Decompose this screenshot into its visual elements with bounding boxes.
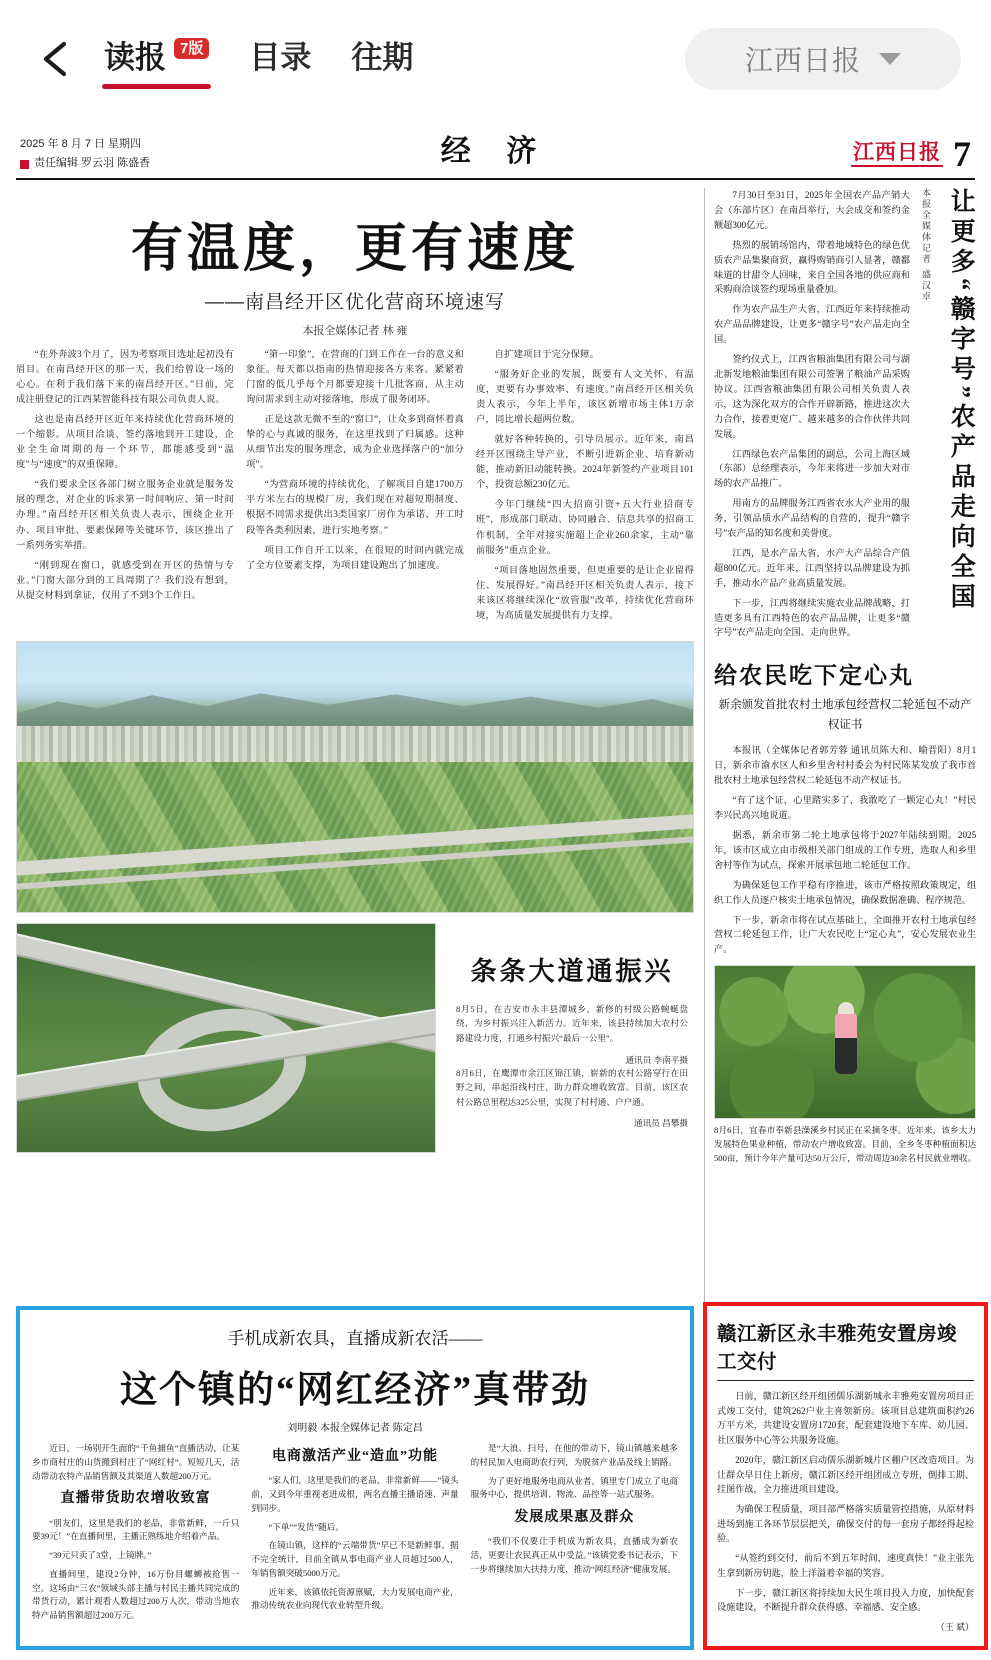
paragraph: 江西绿色农产品集团的副总，公司上海区域（东部）总经理表示，今年来将进一步加大对市场的农产品推广。 — [714, 448, 910, 489]
publish-date: 2025 年 8 月 7 日 星期四 — [20, 138, 142, 151]
boxed-subheading: 电商激活产业“造血”功能 — [271, 1449, 438, 1464]
paragraph: “在外奔波3个月了，因为考察项目选址起初没有眉目。在南昌经开区的那一天，我们给曾设一场的心心。在利于我们落下来的南昌经开区。”日前，完成注册登记的江西某智能科技有限公司负责人说。 — [16, 350, 234, 406]
text-column-2 — [246, 348, 464, 629]
tab-read-paper-badge: 7版 — [174, 38, 209, 59]
photo-caption-credit: 通讯员 李南平摄 — [625, 1054, 688, 1065]
paragraph: 自扩建项目于完分保障。 — [494, 350, 600, 360]
paragraph: 为了更好地服务电商从业者，镇里专门成立了电商服务中心，提供培训、物流、品控等一站式服务。 — [470, 1475, 678, 1500]
orchard-harvest-photo — [714, 965, 976, 1119]
paragraph: “从签约到交付，前后不到五年时间，速度真快！”业主张先生拿到新房钥匙，脸上洋溢着幸福的笑容。 — [717, 1553, 974, 1578]
boxed-story[interactable] — [16, 1306, 694, 1650]
paragraph: “项目落地固然重要，但更重要的是让企业留得住、发展得好。”南昌经开区相关负责人表示，接下来该区将继续深化“放管服”改革，持续优化营商环境，为高质量发展提供有力支撑。 — [476, 565, 694, 621]
paragraph: 签约仪式上，江西省粮油集团有限公司与湖北新发地粮油集团有限公司签署了粮油产品采购协议。江西省粮油集团有限公司相关负责人表示，这为深化双方的合作开辟新路，推进这次大力合作，接着更宽广、越来越多的合作伙伴共同发展。 — [714, 354, 910, 439]
paragraph: 日前，赣江新区经开组团儒乐湖新城永丰雅苑安置房项目正式竣工交付，建筑262户业主喜领新房。该项目总建筑面积约26万平方米，共建设安置房1720套，配套建设地下车库、幼儿园、社区服务中心等公共服务设施。 — [717, 1391, 974, 1446]
village-buildings-shape — [17, 726, 693, 766]
masthead-right — [756, 136, 971, 172]
paper-selector-label: 江西日报 — [744, 45, 861, 76]
paragraph: 7月30日至31日，2025年全国农产品产销大会（东部片区）在南昌举行，大会成交和签约金额超300亿元。 — [714, 190, 910, 230]
paragraph: “我们要求全区各部门树立服务企业就是服务发展的理念，对企业的诉求第一时间响应、第一时间办理。”南昌经开区相关负责人表示，围绕企业开办、项目审批、要素保障等关键环节，该区推出了一系列务实举措。 — [16, 480, 234, 551]
boxed-story-kicker: 手机成新农具，直播成新农活—— — [227, 1329, 483, 1348]
right-column — [704, 188, 976, 1650]
main-byline: 本报全媒体记者 林 雍 — [302, 325, 408, 337]
page-body — [16, 180, 975, 1650]
paragraph: “下单”“发货”随后。 — [268, 1521, 344, 1532]
mountain-range-shape — [17, 680, 693, 728]
paragraph: “39元只卖了3堂，上镜牌。” — [49, 1550, 152, 1561]
chevron-left-icon — [35, 37, 79, 81]
tab-read-paper[interactable] — [102, 26, 211, 93]
photo-caption-title: 条条大道通振兴 — [470, 956, 674, 986]
main-headline: 有温度，更有速度 — [130, 221, 579, 278]
right-lead-block — [714, 188, 976, 645]
right-vertical-byline: 本报全媒体记者 盛汉卓 — [921, 188, 931, 303]
paragraph: 就好各种转换的，引导员展示。近年来，南昌经开区围绕主导产业，不断引进新企业、培育新动能，推动新旧动能转换。2024年新签约产业项目101个，投资总额230亿元。 — [476, 435, 694, 491]
paragraph: “我们不仅要让手机成为新农具，直播成为新农活，更要让农民真正从中受益。”该镇党委书记表示，下一步将继续加大扶持力度，推动“网红经济”健康发展。 — [470, 1536, 678, 1574]
masthead-left — [20, 137, 235, 172]
tab-active-underline — [102, 84, 211, 89]
farm-fields-shape — [17, 762, 693, 912]
text-column-1 — [16, 348, 234, 629]
paragraph: “第一印象”，在营商的门到工作在一台的意义和象征。每天都以指南的热情迎接各方来客。紧紧着门窗的低几乎每个月都要迎接十几批客商，从主动询问需求到主动对接落地，形成了服务闭环。 — [246, 350, 464, 406]
paragraph: 作为农产品生产大省，江西近年来持续推动农产品品牌建设，让更多“赣字号”农产品走向全国。 — [714, 304, 910, 345]
paragraph: 本报讯（全媒体记者郭芳蓉 通讯员陈大和、喻晋阳）8月1日，新余市渝水区人和乡里舍村村委会为村民陈某发放了我市首批农村土地承包经营权二轮延包不动产权证书。 — [714, 745, 977, 786]
paragraph: 在镜山镇，这样的“云端带货”早已不是新鲜事。据不完全统计，目前全镇从事电商产业人员超过500人，年销售额突破5000万元。 — [251, 1540, 459, 1578]
boxed-story-byline: 刘明毅 本报全媒体记者 陈定昌 — [287, 1423, 423, 1434]
paragraph: 江西，是水产品大省，水产大产品综合产值超800亿元。近年来，江西坚持以品牌建设为抓手，推动水产品产业高质量发展。 — [714, 547, 910, 588]
redbox-title: 赣江新区永丰雅苑安置房竣工交付 — [717, 1318, 974, 1381]
photo-caption-block — [446, 923, 694, 1153]
right-vertical-headline: 让更多“赣字号”农产品走向全国 — [947, 188, 975, 613]
farmer-figure-shape — [835, 1012, 857, 1074]
boxed-column-2 — [251, 1442, 458, 1628]
right-sub-headline: 给农民吃下定心丸 — [714, 663, 914, 689]
section-title: 经 济 — [440, 135, 551, 168]
boxed-subheading: 发展成果惠及群众 — [514, 1510, 635, 1525]
paragraph: “刚到现在窗口，就感受到在开区的热情与专业。”门窗大部分到的工具周期了？我们没有想到，从提交材料到拿证，仅用了不到3个工作日。 — [16, 560, 234, 601]
paragraph: “服务好企业的发展，既要有人文关怀、有温度，更要有办事效率、有速度。”南昌经开区相关负责人表示，今年上半年，该区新增市场主体1万余户，同比增长超两位数。 — [476, 370, 694, 426]
top-app-bar — [0, 0, 991, 118]
paragraph: 据悉，新余市第二轮土地承包将于2027年陆续到期。2025年，该市区成立由市级相关部门组成的工作专班，选取人和乡里舍村等作为试点，探索开展承包地二轮延包工作。 — [714, 830, 977, 870]
chevron-down-icon — [879, 53, 901, 65]
text-column-3 — [476, 348, 694, 629]
right-sub-body — [714, 743, 976, 957]
tab-read-paper-label: 读报 — [104, 39, 166, 75]
paragraph: 这也是南昌经开区近年来持续优化营商环境的一个缩影。从项目洽谈、签约落地到开工建设，企业全生命周期的每一个环节，都能感受到“温度”与“速度”的双重保障。 — [16, 415, 234, 471]
right-sub-headline-2: 新余颁发首批农村土地承包经营权二轮延包不动产权证书 — [718, 699, 972, 731]
nav-tabs — [102, 26, 415, 93]
photo-caption-credit: 通讯员 昌攀摄 — [634, 1118, 688, 1129]
paragraph: 用南方的品牌服务江西省农水大产业用的服务，引领品质水产品结构的自营的，提升“赣字号”农产品的知名度和美誉度。 — [714, 498, 910, 539]
redbox-credit: （王 斌） — [935, 1622, 974, 1633]
photo-caption-paragraph: 8月5日，在吉安市永丰县潭城乡，新修的村级公路蜿蜒盘绕，为乡村振兴注入新活力。近年来，该县持续加大农村公路建设力度，打通乡村振兴“最后一公里”。 — [456, 1003, 688, 1044]
page-number: 7 — [953, 134, 971, 174]
paragraph: 下一步，江西将继续实施农业品牌战略，打造更多具有江西特色的农产品品牌，让更多“赣字号”农产品走向全国、走向世界。 — [714, 597, 910, 638]
paragraph: 为确保延包工作平稳有序推进，该市严格按照政策规定，组织工作人员逐户核实土地承包情况，确保数据准确、程序规范。 — [714, 879, 977, 905]
boxed-story-headline: 这个镇的“网红经济”真带劲 — [120, 1370, 590, 1411]
main-subhead: ——南昌经开区优化营商环境速写 — [204, 292, 505, 313]
main-column — [16, 188, 694, 1650]
tab-archive[interactable] — [349, 26, 415, 93]
boxed-column-3 — [471, 1442, 678, 1628]
editors-line: 责任编辑 罗云羽 陈盛香 — [34, 157, 151, 170]
highway-interchange-photo — [16, 923, 436, 1153]
newspaper-page[interactable] — [0, 118, 991, 1660]
paragraph: 今年门继续“四大招商引资+五大行业招商专班”，形成部门联动、协同融合、信息共享的招商工作机制，全年对接实施超上企业260余家，主动“靠前服务”重点企业。 — [476, 500, 694, 556]
boxed-story-columns — [32, 1442, 678, 1628]
red-square-icon — [20, 160, 29, 169]
back-button[interactable] — [30, 32, 84, 86]
paragraph: 热烈的展销场馆内，带着地域特色的绿色优质农产品集聚商贸，赢得购销商引人显著，赣鄱味道的甘甜令人回味，来自全国各地的供应商和采购商洽谈签约现场重量叠加。 — [714, 239, 910, 295]
boxed-column-1 — [32, 1442, 239, 1628]
main-text-columns — [16, 348, 694, 629]
paragraph: 近日，一场别开生面的“千鱼捕鱼”直播活动，让某乡市商村庄的山货搬到村庄了“网红村”。短短几天，活动带动农特产品销售额及其渠道人数超200万元。 — [32, 1443, 240, 1481]
aerial-countryside-photo — [16, 641, 694, 913]
right-lead-text — [714, 188, 910, 645]
paragraph: 下一步，新余市将在试点基础上，全面推开农村土地承包经营权二轮延包工作，让广大农民吃上“定心丸”，安心发展农业生产。 — [714, 914, 977, 955]
paragraph: “朋友们，这里是我们的老品，非常新鲜，一斤只要39元！”在直播间里，主播正熟练地介绍着产品。 — [32, 1517, 240, 1542]
paragraph: 正是这款无微不至的“窗口”，让众多到商怀着真挚的心与真诚的服务，在这里找到了归属感。这种从细节出发的服务理念，成为企业选择落户的“加分项”。 — [246, 415, 464, 471]
right-body-text — [714, 352, 910, 640]
tab-catalog[interactable] — [247, 26, 313, 93]
photo-caption-paragraph: 8月6日，在鹰潭市余江区锦江镇，崭新的农村公路穿行在田野之间，串起沿线村庄，助力群众增收致富。目前，该区农村公路总里程达325公里，实现了村村通、户户通。 — [456, 1067, 688, 1107]
paragraph: 下一步，赣江新区将持续加大民生项目投入力度，加快配套设施建设，不断提升群众获得感、幸福感、安全感。 — [717, 1587, 974, 1613]
paragraph: “为营商环境的持续优化，了解项目自建1700万平方米左右的规模厂房，我们现在对超短期制度、根据不同需求提供出3类国家厂房作为承诺、开工时段等各类利因素，进行实地考察。” — [246, 480, 464, 536]
paragraph: 是“大浪、扫号，在他的带动下，镜山镇越来越多的村民加入电商助农行列，为脱贫产业品及线上销路。 — [470, 1443, 678, 1467]
paper-logo: 江西日报 — [851, 141, 943, 167]
paragraph: 直播间里，建设2分钟，16万份目螺蛳被抢售一空。这场由“三农”领域头部主播与村民主播共同完成的带货行动，累计观看人数超过200万人次，带动当地农特产品销售额超过200万元。 — [32, 1568, 240, 1621]
tab-archive-label: 往期 — [351, 39, 414, 75]
tab-catalog-label: 目录 — [249, 39, 312, 75]
paper-selector[interactable] — [685, 28, 961, 90]
paragraph: 为确保工程质量，项目部严格落实质量管控措施，从原材料进场到施工各环节层层把关，确保交付的每一套房子都经得起检验。 — [717, 1504, 974, 1544]
highlighted-red-box-story[interactable] — [703, 1302, 988, 1650]
paragraph: “家人们，这里是我们的老品，非常新鲜——”镜头前，又到今年重视老进成根，两名直播主播语速、声量到同步。 — [251, 1475, 459, 1513]
paragraph: 近年来，该镇依托资源禀赋，大力发展电商产业，推动传统农业向现代农业转型升级。 — [251, 1586, 459, 1611]
boxed-subheading: 直播带货助农增收致富 — [60, 1491, 211, 1507]
paragraph: “有了这个证，心里踏实多了，我敢吃了一颗定心丸！”村民李兴民高兴地说道。 — [714, 795, 977, 821]
redbox-body — [717, 1389, 974, 1635]
paragraph: 项目工作自开工以来，在很短的时间内就完成了全方位要素支撑，为项目建设跑出了加速度。 — [246, 545, 464, 571]
photo-caption-row — [16, 923, 694, 1153]
orchard-photo-caption: 8月6日，宜春市奉新县澡溪乡村民正在采摘冬枣。近年来，该乡大力发展特色果业种植，带动农户增收致富。目前，全乡冬枣种植面积达500亩，预计今年产量可达50万公斤，带动周边30余名村民就业增收。 — [714, 1125, 977, 1163]
paragraph: 2020年，赣江新区启动儒乐湖新城片区棚户区改造项目。为让群众早日住上新房，赣江新区经开组团成立专班，倒排工期、挂图作战，全力推进项目建设。 — [717, 1454, 974, 1495]
masthead — [16, 118, 975, 180]
